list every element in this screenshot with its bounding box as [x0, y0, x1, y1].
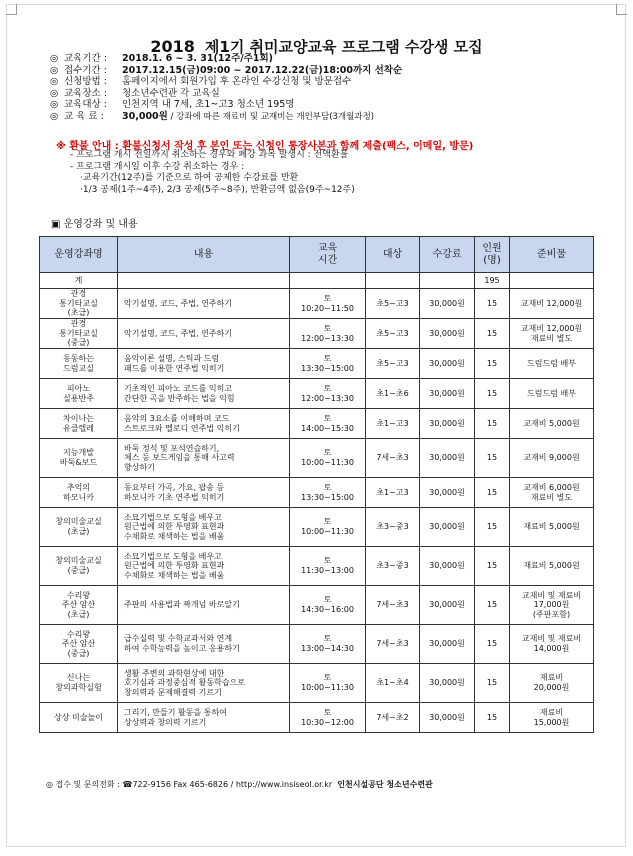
table-header-row [40, 237, 594, 273]
course-target: 초3~중3 [366, 508, 420, 547]
table-row [40, 289, 594, 319]
course-time: 토 13:30~15:00 [290, 478, 366, 508]
info-row [50, 65, 402, 77]
course-content: 그리기, 만들기 활동을 통하여 상상력과 창의력 기르기 [118, 703, 290, 733]
course-content: 소묘기법으로 도형을 배우고 원근법에 의한 투영화 표현과 수채화로 채색하는 법을 배움 [118, 547, 290, 586]
course-content: 음악이론 설명, 스틱과 드럼 패드를 이용한 연주법 익히기 [118, 349, 290, 379]
course-count: 15 [475, 508, 510, 547]
course-name: 수리왕 주산 암산 (초급) [40, 586, 118, 625]
course-name: 차이나는 유클렐레 [40, 409, 118, 439]
table-row [40, 547, 594, 586]
footer [46, 779, 433, 790]
course-name: 피아노 실용반주 [40, 379, 118, 409]
course-target: 초3~중3 [366, 547, 420, 586]
course-name: 관경 통기타교실 (초급) [40, 289, 118, 319]
course-target: 초5~고3 [366, 289, 420, 319]
course-time: 토 13:30~15:00 [290, 349, 366, 379]
course-fee: 30,000원 [420, 289, 475, 319]
table-row [40, 703, 594, 733]
course-name: 상상 미술놀이 [40, 703, 118, 733]
course-target: 초1~고3 [366, 409, 420, 439]
course-fee: 30,000원 [420, 547, 475, 586]
course-name: 관경 통기타교실 (중급) [40, 319, 118, 349]
course-supplies: 드럼드럼 배부 [510, 379, 594, 409]
corner-mark-tl [6, 4, 17, 15]
info-row [50, 53, 402, 65]
course-count: 15 [475, 586, 510, 625]
header-supplies: 준비물 [510, 237, 594, 273]
course-supplies: 교재비 5,000원 [510, 409, 594, 439]
section-heading: ▣ 운영강좌 및 내용 [51, 219, 138, 230]
course-content: 소묘기법으로 도형을 배우고 원근법에 의한 투영화 표현과 수채화로 채색하는 법을 배움 [118, 508, 290, 547]
bullet-icon: ◎ [50, 53, 59, 64]
table-row [40, 478, 594, 508]
course-time: 토 12:00~13:30 [290, 319, 366, 349]
course-fee: 30,000원 [420, 409, 475, 439]
course-target: 7세~초3 [366, 439, 420, 478]
table-row [40, 625, 594, 664]
course-supplies: 재료비 15,000원 [510, 703, 594, 733]
info-label: 교육기간 : [64, 53, 107, 64]
course-table [39, 236, 594, 733]
course-time: 토 14:00~15:30 [290, 409, 366, 439]
total-count: 195 [475, 273, 510, 289]
course-time: 토 10:00~11:30 [290, 664, 366, 703]
table-row [40, 379, 594, 409]
info-label: 신청방법 : [64, 76, 107, 88]
table-row [40, 409, 594, 439]
course-fee: 30,000원 [420, 478, 475, 508]
course-count: 15 [475, 289, 510, 319]
info-list [50, 53, 402, 124]
course-fee: 30,000원 [420, 349, 475, 379]
note-line: ·1/3 공제(1주~4주), 2/3 공제(5주~8주), 반환금액 없음(9주~12주) [80, 184, 355, 195]
info-row [50, 76, 402, 88]
note-line: - 프로그램 개시일 이후 수강 취소하는 경우 : [70, 161, 245, 172]
total-empty [290, 273, 366, 289]
course-supplies: 교재비 12,000원 재료비 별도 [510, 319, 594, 349]
course-count: 15 [475, 439, 510, 478]
course-supplies: 교재비 6,000원 재료비 별도 [510, 478, 594, 508]
total-empty [118, 273, 290, 289]
course-fee: 30,000원 [420, 508, 475, 547]
footer-org: 인천시설공단 청소년수련관 [337, 780, 433, 789]
note-line: ·교육기간(12주)를 기준으로 하여 공제한 수강료를 반환 [80, 173, 299, 183]
course-time: 토 12:00~13:30 [290, 379, 366, 409]
course-time: 토 10:20~11:50 [290, 289, 366, 319]
course-target: 초1~고3 [366, 478, 420, 508]
course-content: 급수실력 및 수학교과서와 연계 하여 수학능력을 높이고 응용하기 [118, 625, 290, 664]
course-time: 토 13:00~14:30 [290, 625, 366, 664]
course-supplies: 교재비 및 재료비 17,000원 (주판포함) [510, 586, 594, 625]
course-count: 15 [475, 319, 510, 349]
info-value: 2017.12.15(금)09:00 ~ 2017.12.22(금)18:00까지 선착순 [122, 64, 403, 76]
course-time: 토 10:00~11:30 [290, 439, 366, 478]
course-name: 창의미술교실 (초급) [40, 508, 118, 547]
course-name: 신나는 창의과학실험 [40, 664, 118, 703]
course-fee: 30,000원 [420, 379, 475, 409]
info-value: 홈페이지에서 회원가입 후 온라인 수강신청 및 방문접수 [122, 76, 352, 88]
footer-contact: ◎ 접수 및 문의전화 : ☎722-9156 Fax 465-6826 / http://www.insiseol.or.kr [46, 780, 333, 789]
bullet-icon: ◎ [50, 110, 59, 122]
course-target: 초1~초6 [366, 379, 420, 409]
table-row [40, 586, 594, 625]
info-label: 교육대상 : [64, 99, 107, 111]
course-count: 15 [475, 478, 510, 508]
course-target: 초1~초4 [366, 664, 420, 703]
course-name: 추억의 하모니카 [40, 478, 118, 508]
course-target: 7세~초2 [366, 703, 420, 733]
course-supplies: 재료비 20,000원 [510, 664, 594, 703]
course-name: 수리왕 주산 암산 (중급) [40, 625, 118, 664]
course-content: 주판의 사용법과 짜개넘 바로알기 [118, 586, 290, 625]
course-fee: 30,000원 [420, 586, 475, 625]
bullet-icon: ◎ [50, 76, 59, 88]
info-row [50, 99, 402, 111]
course-fee: 30,000원 [420, 319, 475, 349]
total-empty [510, 273, 594, 289]
course-count: 15 [475, 547, 510, 586]
course-supplies: 교재비 9,000원 [510, 439, 594, 478]
note-line: - 프로그램 개시 전일까지 취소하는 경우와 폐강 과목 발생시 : 전액환불 [70, 150, 349, 160]
course-supplies: 재료비 5,000원 [510, 547, 594, 586]
refund-notes [70, 150, 355, 196]
course-count: 15 [475, 625, 510, 664]
course-target: 초5~고3 [366, 319, 420, 349]
course-time: 토 10:30~12:00 [290, 703, 366, 733]
course-supplies: 드럼드럼 배부 [510, 349, 594, 379]
course-fee: 30,000원 [420, 703, 475, 733]
info-label: 접수기간 : [64, 64, 107, 76]
course-target: 초5~고3 [366, 349, 420, 379]
header-content: 내용 [118, 237, 290, 273]
course-count: 15 [475, 703, 510, 733]
course-content: 기초적인 피아노 코드를 익히고 간단한 곡을 반주하는 법을 익힘 [118, 379, 290, 409]
table-row [40, 439, 594, 478]
course-time: 토 10:00~11:30 [290, 508, 366, 547]
bullet-icon: ◎ [50, 87, 59, 99]
title-main: 제1기 취미교양교육 프로그램 수강생 모집 [204, 38, 483, 56]
course-time: 토 11:30~13:00 [290, 547, 366, 586]
total-row [40, 273, 594, 289]
course-content: 악기설명, 코드, 주법, 연주하기 [118, 319, 290, 349]
course-count: 15 [475, 379, 510, 409]
course-supplies: 교재비 및 재료비 14,000원 [510, 625, 594, 664]
course-supplies: 재료비 5,000원 [510, 508, 594, 547]
course-target: 7세~초3 [366, 625, 420, 664]
info-label: 교육장소 : [64, 87, 107, 99]
info-value: 30,000원 [122, 110, 168, 122]
total-empty [366, 273, 420, 289]
course-name: 지능개발 바둑&보드 [40, 439, 118, 478]
info-value: 인천지역 내 7세, 초1~고3 청소년 195명 [122, 99, 295, 111]
course-content: 악기설명, 코드, 주법, 연주하기 [118, 289, 290, 319]
info-value: 2018.1. 6 ~ 3. 31(12주/주1회) [122, 53, 274, 64]
table-row [40, 349, 594, 379]
table-row [40, 319, 594, 349]
course-name: 창의미술교실 (중급) [40, 547, 118, 586]
info-row [50, 88, 402, 100]
total-empty [420, 273, 475, 289]
bullet-icon: ◎ [50, 99, 59, 111]
course-fee: 30,000원 [420, 664, 475, 703]
header-time: 교육 시간 [290, 237, 366, 273]
refund-warning: ※ 환불 안내 : 환불신청서 작성 후 본인 또는 신청인 통장사본과 함께 제출(팩스, 이메일, 방문) [56, 141, 474, 152]
total-label: 계 [40, 273, 118, 289]
course-content: 음악의 3요소를 이해하며 코드 스트로크와 멜로디 연주법 익히기 [118, 409, 290, 439]
table-row [40, 664, 594, 703]
course-time: 토 14:30~16:00 [290, 586, 366, 625]
course-fee: 30,000원 [420, 625, 475, 664]
course-content: 생활 주변의 과학현상에 대한 호기심과 과정중심적 활동학습으로 창의력과 문제해결력 기르기 [118, 664, 290, 703]
header-target: 대상 [366, 237, 420, 273]
course-target: 7세~초3 [366, 586, 420, 625]
header-count: 인원 (명) [475, 237, 510, 273]
info-value: 청소년수련관 각 교육실 [122, 87, 220, 99]
course-fee: 30,000원 [420, 439, 475, 478]
info-row [50, 111, 402, 124]
info-label: 교 육 료 : [64, 110, 104, 122]
header-fee: 수강료 [420, 237, 475, 273]
course-content: 동요부터 가곡, 가요, 팝송 등 하모니카 기초 연주법 익히기 [118, 478, 290, 508]
bullet-icon: ◎ [50, 64, 59, 76]
course-count: 15 [475, 409, 510, 439]
course-name: 동동하는 드럼교실 [40, 349, 118, 379]
corner-mark-tr [616, 4, 627, 15]
table-row [40, 508, 594, 547]
course-count: 15 [475, 664, 510, 703]
course-count: 15 [475, 349, 510, 379]
course-supplies: 교재비 12,000원 [510, 289, 594, 319]
title-year: 2018 [150, 37, 195, 56]
course-content: 바둑 정석 및 포석연습하기, 체스 등 보드게임을 통해 사고력 향상하기 [118, 439, 290, 478]
header-course: 운영강좌명 [40, 237, 118, 273]
info-value-extra: / 강좌에 따른 재료비 및 교재비는 개인부담(3개월과정) [167, 111, 375, 122]
